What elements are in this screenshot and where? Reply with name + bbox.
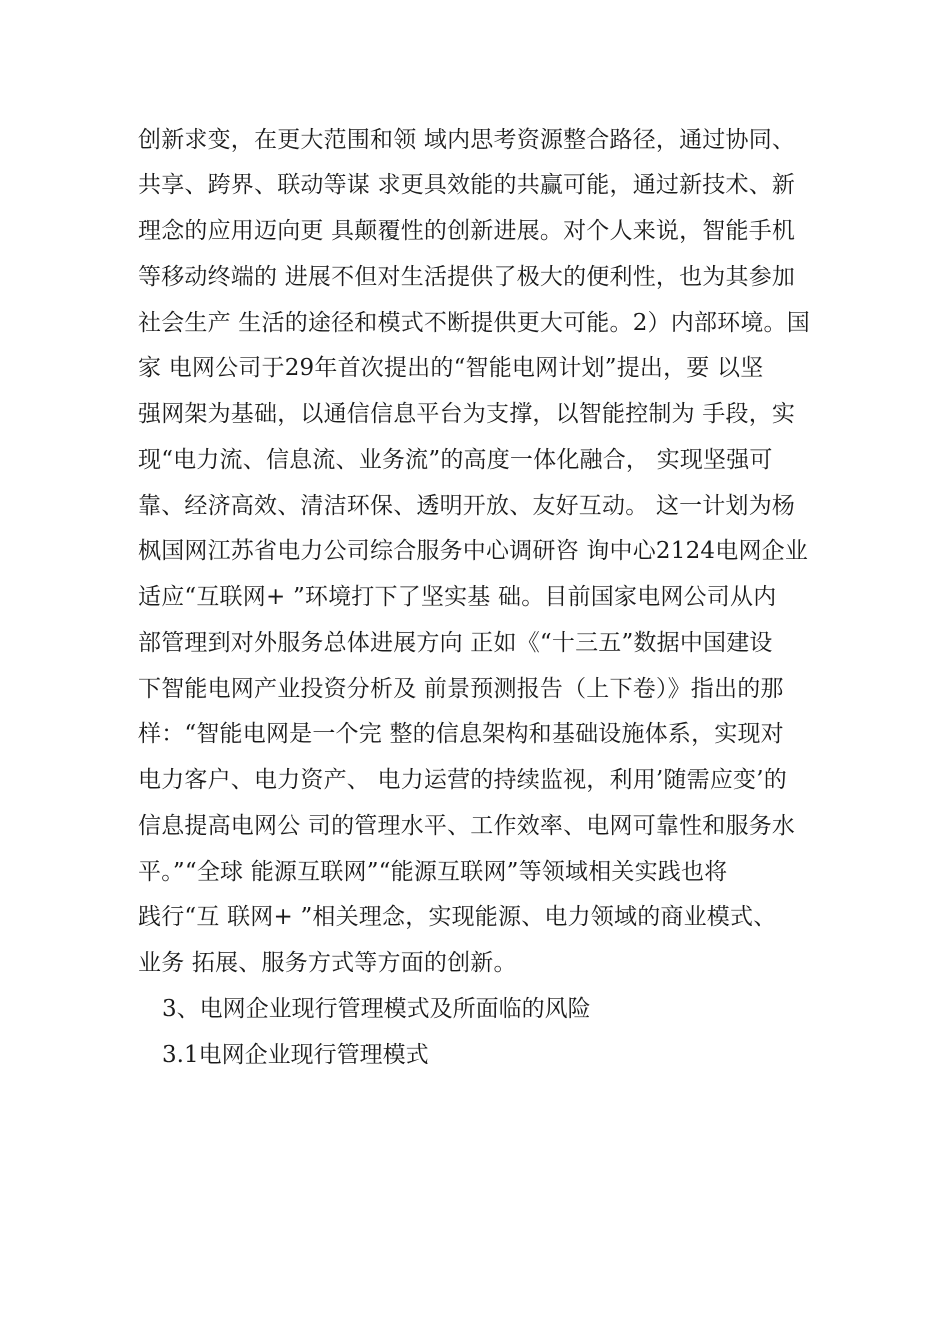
- paragraph-line: 等移动终端的 进展不但对生活提供了极大的便利性，也为其参加: [138, 264, 796, 290]
- paragraph-line: 样：“智能电网是一个完 整的信息架构和基础设施体系，实现对: [138, 721, 784, 747]
- paragraph-line: 现“电力流、信息流、业务流”的高度一体化融合， 实现坚强可: [138, 447, 773, 473]
- paragraph-line: 部管理到对外服务总体进展方向 正如《“十三五”数据中国建设: [138, 630, 773, 656]
- paragraph-line: 平。”“全球 能源互联网”“能源互联网”等领域相关实践也将: [138, 859, 728, 885]
- subsection-heading: 3.1电网企业现行管理模式: [162, 1042, 429, 1068]
- paragraph-line: 家 电网公司于29年首次提出的“智能电网计划”提出，要 以坚: [138, 355, 764, 381]
- paragraph-line: 电力客户、电力资产、 电力运营的持续监视，利用’随需应变’的: [138, 767, 787, 793]
- paragraph-line: 践行“互 联网+ ”相关理念，实现能源、电力领域的商业模式、: [138, 904, 777, 930]
- paragraph-line: 理念的应用迈向更 具颠覆性的创新进展。对个人来说，智能手机: [138, 218, 796, 244]
- paragraph-line: 共享、跨界、联动等谋 求更具效能的共赢可能，通过新技术、新: [138, 172, 796, 198]
- section-heading: 3、电网企业现行管理模式及所面临的风险: [162, 996, 591, 1022]
- paragraph-line: 靠、经济高效、清洁环保、透明开放、友好互动。 这一计划为杨: [138, 493, 796, 519]
- paragraph-line: 强网架为基础，以通信信息平台为支撑，以智能控制为 手段，实: [138, 401, 796, 427]
- paragraph-line: 适应“互联网+ ”环境打下了坚实基 础。目前国家电网公司从内: [138, 584, 777, 610]
- paragraph-line: 下智能电网产业投资分析及 前景预测报告（上下卷）》指出的那: [138, 676, 784, 702]
- paragraph-line: 信息提高电网公 司的管理水平、工作效率、电网可靠性和服务水: [138, 813, 796, 839]
- paragraph-line: 社会生产 生活的途径和模式不断提供更大可能。2）内部环境。国: [138, 310, 810, 336]
- paragraph-line: 创新求变，在更大范围和领 域内思考资源整合路径，通过协同、: [138, 127, 796, 153]
- paragraph-line: 业务 拓展、服务方式等方面的创新。: [138, 950, 517, 976]
- paragraph-line: 枫国网江苏省电力公司综合服务中心调研咨 询中心2124电网企业: [138, 538, 809, 564]
